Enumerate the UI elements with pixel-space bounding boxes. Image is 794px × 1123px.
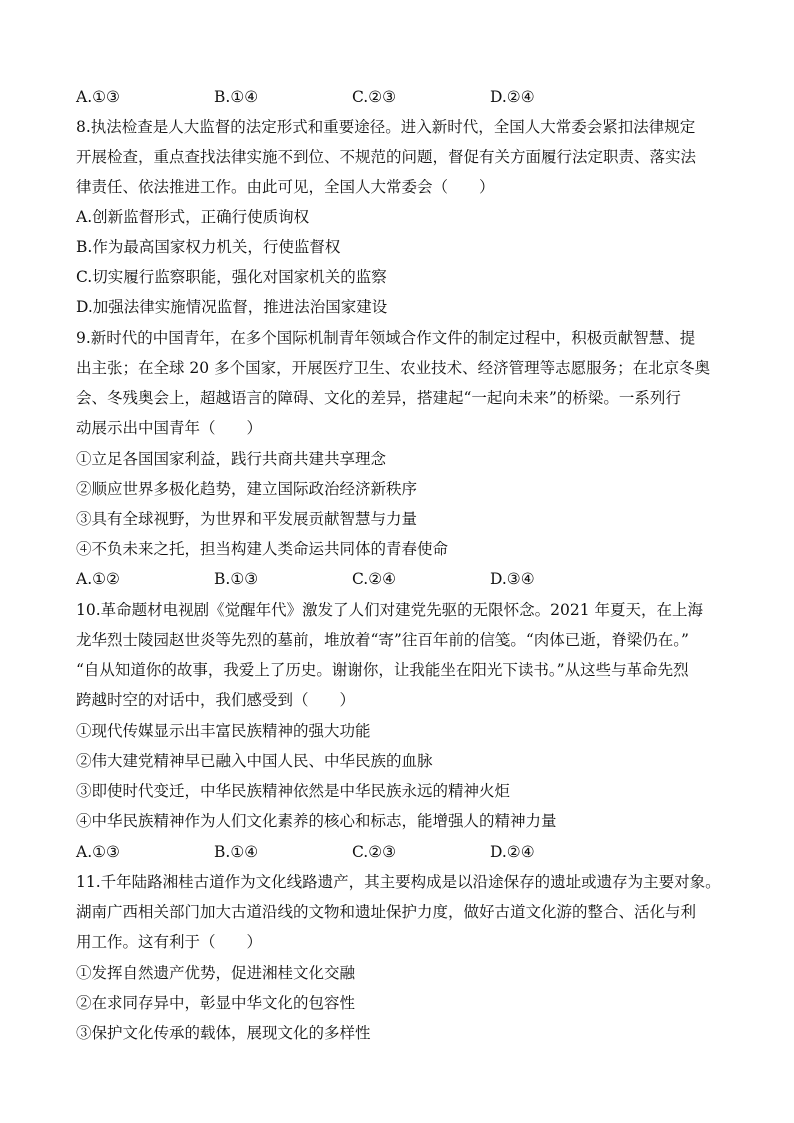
q10-option-b: B.①④ [214,843,259,861]
q8-choice-b: B.作为最高国家权力机关，行使监督权 [76,238,341,256]
q9-option-b: B.①③ [214,570,259,588]
q9-stem-line: 动展示出中国青年（ ） [76,419,263,437]
q11-statement-1: ①发挥自然遗产优势，促进湘桂文化交融 [76,964,356,982]
q9-statement-2: ②顺应世界多极化趋势，建立国际政治经济新秩序 [76,480,418,498]
q11-statement-2: ②在求同存异中，彰显中华文化的包容性 [76,994,356,1012]
q11-stem-line: 11.千年陆路湘桂古道作为文化线路遗产，其主要构成是以沿途保存的遗址或遗存为主要对象。 [76,873,721,891]
q9-option-d: D.③④ [490,570,535,588]
q9-stem-line: 9.新时代的中国青年，在多个国际机制青年领域合作文件的制定过程中，积极贡献智慧、提 [76,329,696,347]
q7-option-a: A.①③ [76,88,120,106]
q9-option-c: C.②④ [352,570,397,588]
q10-stem-line: 10.革命题材电视剧《觉醒年代》激发了人们对建党先驱的无限怀念。2021 年夏天，在上海 [76,601,704,619]
q10-statement-2: ②伟大建党精神早已融入中国人民、中华民族的血脉 [76,752,433,770]
q10-options [76,842,716,862]
q9-options [76,569,716,589]
q10-statement-3: ③即使时代变迁，中华民族精神依然是中华民族永远的精神火炬 [76,782,511,800]
q8-stem-line: 律责任、依法推进工作。由此可见，全国人大常委会（ ） [76,178,495,196]
q7-option-d: D.②④ [490,88,535,106]
q10-stem-line: “自从知道你的故事，我爱上了历史。谢谢你，让我能坐在阳光下读书。”从这些与革命先烈 [76,661,689,679]
q10-option-c: C.②③ [352,843,397,861]
q7-option-b: B.①④ [214,88,259,106]
q9-option-a: A.①② [76,570,120,588]
q8-stem-line: 8.执法检查是人大监督的法定形式和重要途径。进入新时代，全国人大常委会紧扣法律规定 [76,118,696,136]
q9-stem-line: 出主张；在全球 20 多个国家，开展医疗卫生、农业技术、经济管理等志愿服务；在北京冬奥 [76,359,711,377]
q7-options [76,87,716,107]
q9-statement-1: ①立足各国国家利益，践行共商共建共享理念 [76,450,387,468]
q10-statement-4: ④中华民族精神作为人们文化素养的核心和标志，能增强人的精神力量 [76,812,557,830]
q9-statement-4: ④不负未来之托，担当构建人类命运共同体的青春使命 [76,540,449,558]
q10-statement-1: ①现代传媒显示出丰富民族精神的强大功能 [76,722,371,740]
q10-option-a: A.①③ [76,843,120,861]
q11-statement-3: ③保护文化传承的载体，展现文化的多样性 [76,1024,371,1042]
q10-stem-line: 跨越时空的对话中，我们感受到（ ） [76,691,356,709]
q9-statement-3: ③具有全球视野，为世界和平发展贡献智慧与力量 [76,510,418,528]
q11-stem-line: 用工作。这有利于（ ） [76,933,263,951]
q10-option-d: D.②④ [490,843,535,861]
q7-option-c: C.②③ [352,88,397,106]
q10-stem-line: 龙华烈士陵园赵世炎等先烈的墓前，堆放着“寄”往百年前的信笺。“肉体已逝，脊梁仍在。” [76,631,689,649]
q8-choice-a: A.创新监督形式，正确行使质询权 [76,208,310,226]
q8-stem-line: 开展检查，重点查找法律实施不到位、不规范的问题，督促有关方面履行法定职责、落实法 [76,148,697,166]
q8-choice-c: C.切实履行监察职能，强化对国家机关的监察 [76,268,387,286]
q8-choice-d: D.加强法律实施情况监督，推进法治国家建设 [76,298,388,316]
q9-stem-line: 会、冬残奥会上，超越语言的障碍、文化的差异，搭建起“一起向未来”的桥梁。一系列行 [76,389,681,407]
q11-stem-line: 湖南广西相关部门加大古道沿线的文物和遗址保护力度，做好古道文化游的整合、活化与利 [76,903,697,921]
